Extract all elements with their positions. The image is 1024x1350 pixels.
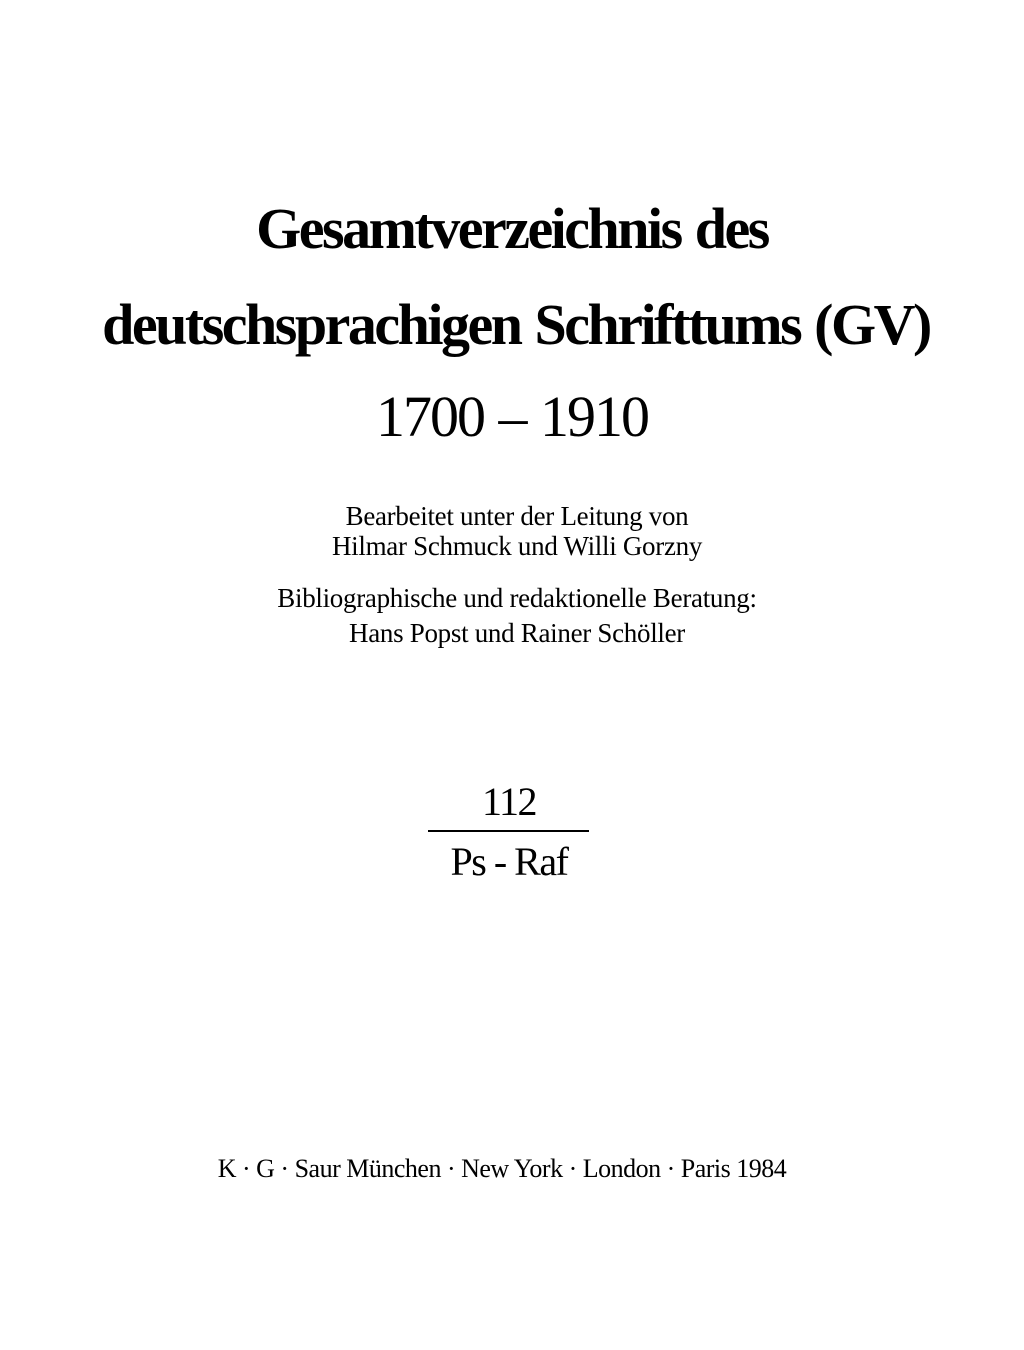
title-line-2: deutschsprachigen Schrifttums (GV) [102,292,930,357]
editors-intro: Bearbeitet unter der Leitung von [345,501,689,531]
volume-divider [428,830,589,832]
volume-range: Ps - Raf [450,839,568,884]
advisors-names: Hans Popst und Rainer Schöller [349,618,685,648]
publisher-imprint: K · G · Saur München · New York · London · Paris 1984 [217,1154,787,1183]
title-line-1: Gesamtverzeichnis des [256,196,768,261]
advisors-intro: Bibliographische und redaktionelle Beratung: [277,583,757,613]
editors-names: Hilmar Schmuck und Willi Gorzny [331,531,703,561]
volume-number: 112 [481,779,536,824]
title-years: 1700 – 1910 [376,384,648,449]
